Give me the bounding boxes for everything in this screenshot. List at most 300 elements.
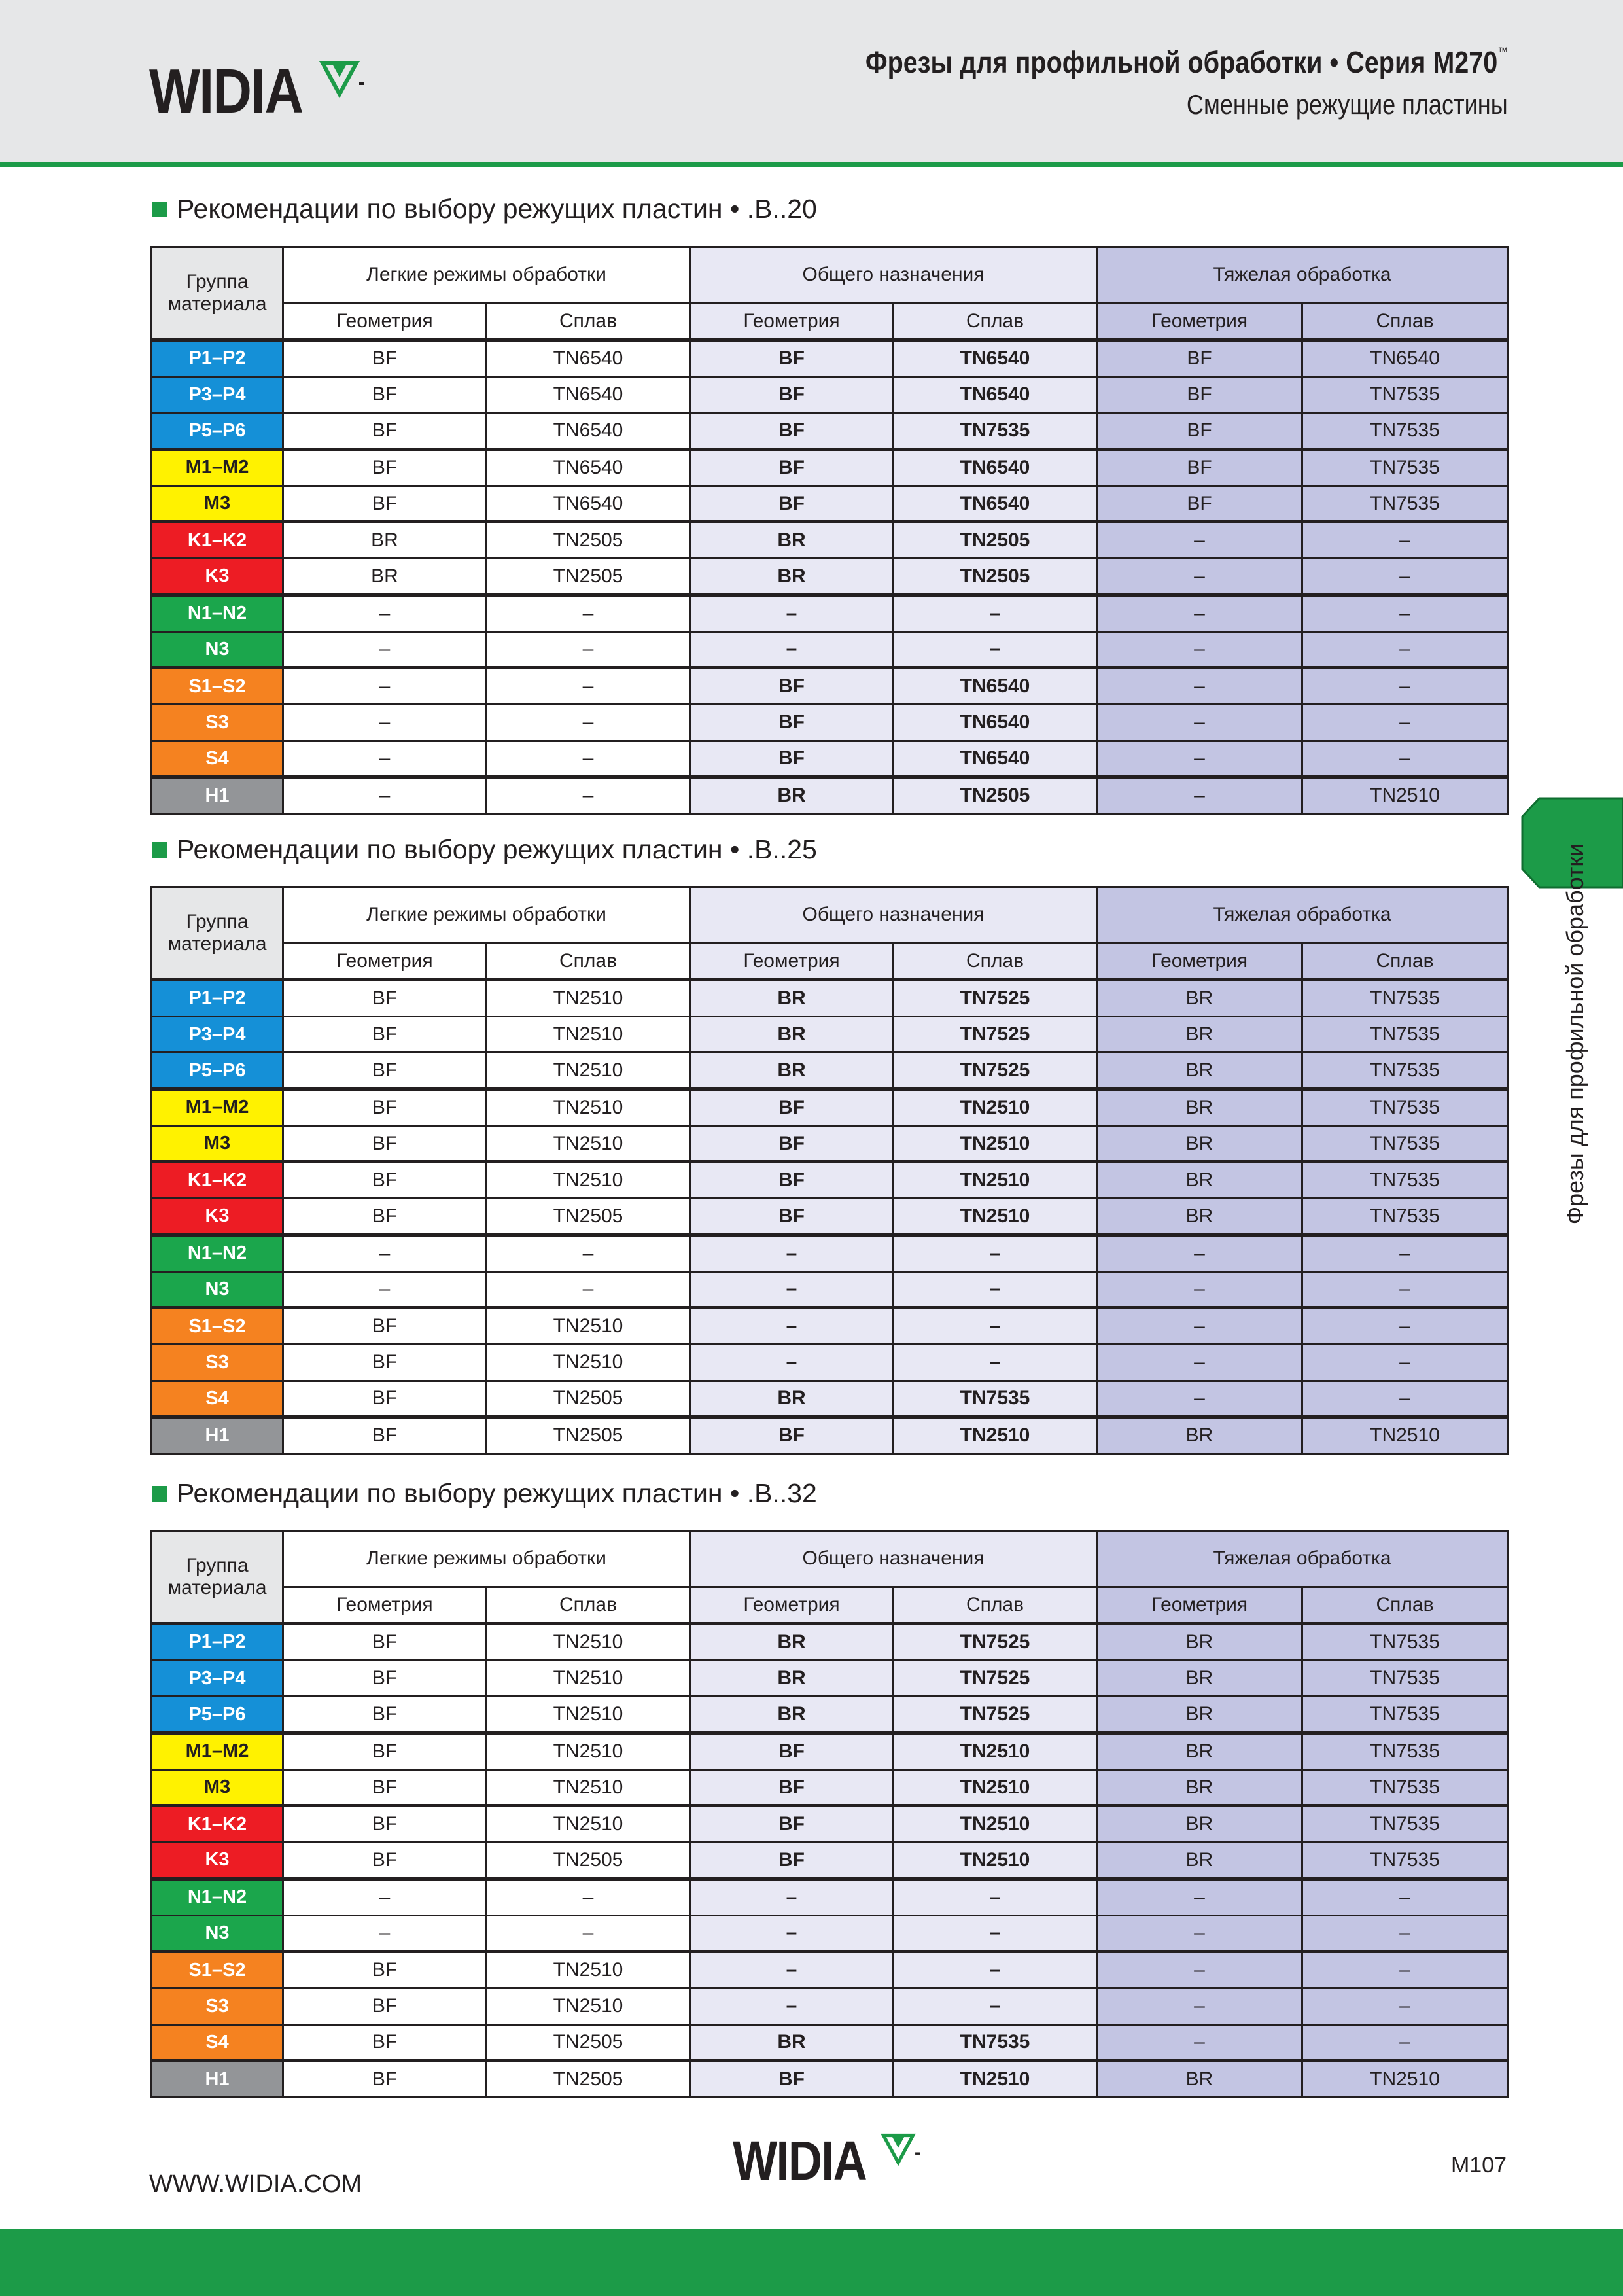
side-tab-label: Фрезы для профильной обработки [1562, 843, 1588, 1225]
grade-subheader: Сплав [894, 944, 1097, 980]
grade-subheader: Сплав [487, 1587, 690, 1624]
grade-cell: TN7525 [894, 1624, 1097, 1661]
geometry-cell: BF [283, 1381, 487, 1417]
geometry-cell: BR [690, 777, 894, 814]
grade-cell: TN2510 [894, 1162, 1097, 1199]
geometry-cell: – [1097, 631, 1302, 668]
table-row [152, 1125, 1508, 1162]
geometry-cell: – [283, 595, 487, 631]
grade-cell: TN6540 [487, 376, 690, 413]
table-row [152, 1271, 1508, 1308]
grade-cell: TN7535 [1302, 450, 1508, 486]
table-row [152, 668, 1508, 705]
grade-cell: TN7535 [1302, 413, 1508, 450]
table-row [152, 486, 1508, 522]
grade-cell: TN7535 [1302, 1733, 1508, 1770]
table-row [152, 631, 1508, 668]
geometry-subheader: Геометрия [1097, 1587, 1302, 1624]
material-group-cell: P1–P2 [152, 1624, 283, 1661]
section-heading [152, 194, 817, 224]
geometry-cell: BF [690, 1199, 894, 1235]
geometry-cell: BF [283, 1199, 487, 1235]
geometry-cell: – [283, 1879, 487, 1915]
heavy-machining-header: Тяжелая обработка [1097, 1531, 1508, 1587]
table-row [152, 1952, 1508, 1988]
table-row [152, 1988, 1508, 2024]
material-group-cell: S3 [152, 1988, 283, 2024]
grade-cell: – [1302, 1271, 1508, 1308]
table-row [152, 1733, 1508, 1770]
geometry-cell: – [1097, 777, 1302, 814]
geometry-cell: BF [283, 1697, 487, 1733]
grade-cell: – [487, 704, 690, 741]
geometry-cell: BF [283, 2061, 487, 2098]
grade-cell: – [1302, 1879, 1508, 1915]
grade-cell: – [487, 631, 690, 668]
grade-cell: – [487, 1915, 690, 1952]
geometry-cell: BF [283, 340, 487, 377]
group-column-header: Группа материала [152, 1531, 283, 1624]
green-square-bullet-icon [152, 1486, 167, 1502]
geometry-subheader: Геометрия [690, 1587, 894, 1624]
light-machining-header: Легкие режимы обработки [283, 1531, 690, 1587]
material-group-cell: S1–S2 [152, 1308, 283, 1345]
geometry-subheader: Геометрия [690, 944, 894, 980]
geometry-cell: BF [283, 1806, 487, 1843]
geometry-cell: – [1097, 1879, 1302, 1915]
grade-cell: – [1302, 2024, 1508, 2061]
table-row [152, 777, 1508, 814]
table-row [152, 1417, 1508, 1454]
material-group-cell: M3 [152, 1769, 283, 1806]
general-purpose-header: Общего назначения [690, 247, 1097, 304]
grade-cell: TN7535 [1302, 1199, 1508, 1235]
geometry-cell: – [1097, 668, 1302, 705]
widia-logo [149, 56, 371, 126]
material-group-cell: H1 [152, 2061, 283, 2098]
grade-cell: – [487, 1879, 690, 1915]
geometry-cell: BF [690, 741, 894, 777]
geometry-cell: BF [283, 1125, 487, 1162]
geometry-cell: BR [690, 2024, 894, 2061]
geometry-cell: BF [690, 413, 894, 450]
table-row [152, 413, 1508, 450]
grade-cell: TN2510 [487, 1769, 690, 1806]
grade-cell: – [1302, 1381, 1508, 1417]
grade-cell: TN2510 [487, 1162, 690, 1199]
geometry-cell: BR [1097, 2061, 1302, 2098]
grade-cell: TN2505 [894, 559, 1097, 595]
section-title: Рекомендации по выбору режущих пластин • .B..32 [177, 1478, 817, 1508]
geometry-cell: BR [1097, 1162, 1302, 1199]
grade-cell: TN2505 [487, 2061, 690, 2098]
grade-cell: TN2510 [1302, 1417, 1508, 1454]
material-group-cell: M1–M2 [152, 1733, 283, 1770]
grade-cell: – [487, 668, 690, 705]
grade-cell: TN7535 [1302, 1053, 1508, 1089]
geometry-cell: – [1097, 1915, 1302, 1952]
geometry-cell: BF [283, 1988, 487, 2024]
geometry-cell: – [1097, 559, 1302, 595]
grade-cell: TN2510 [487, 1016, 690, 1053]
grade-cell: TN2505 [894, 522, 1097, 559]
table-row [152, 522, 1508, 559]
grade-cell: TN2510 [894, 1199, 1097, 1235]
grade-cell: TN7535 [1302, 1624, 1508, 1661]
grade-cell: TN7535 [1302, 1089, 1508, 1126]
material-group-cell: P3–P4 [152, 1016, 283, 1053]
material-group-cell: P5–P6 [152, 413, 283, 450]
material-group-cell: S4 [152, 741, 283, 777]
section-title: Рекомендации по выбору режущих пластин • .B..25 [177, 834, 817, 864]
group-column-header: Группа материала [152, 887, 283, 980]
widia-triangle-icon [880, 2133, 926, 2167]
insert-recommendation-table [150, 246, 1509, 815]
grade-cell: TN2510 [1302, 777, 1508, 814]
material-group-cell: S4 [152, 1381, 283, 1417]
grade-cell: TN2510 [487, 1344, 690, 1381]
geometry-cell: – [1097, 1381, 1302, 1417]
table-row [152, 741, 1508, 777]
geometry-cell: – [690, 1988, 894, 2024]
geometry-subheader: Геометрия [283, 1587, 487, 1624]
geometry-cell: – [690, 1915, 894, 1952]
table-row [152, 2061, 1508, 2098]
grade-cell: – [1302, 1235, 1508, 1271]
geometry-cell: BR [1097, 1624, 1302, 1661]
material-group-cell: N3 [152, 631, 283, 668]
grade-cell: TN6540 [894, 668, 1097, 705]
material-group-cell: K1–K2 [152, 1162, 283, 1199]
grade-cell: TN2510 [487, 1308, 690, 1345]
material-group-cell: K3 [152, 1843, 283, 1879]
geometry-cell: BR [1097, 1125, 1302, 1162]
page-subtitle: Сменные режущие пластины [1187, 89, 1508, 120]
table-row [152, 1806, 1508, 1843]
material-group-cell: M3 [152, 1125, 283, 1162]
table-row [152, 1843, 1508, 1879]
geometry-cell: – [1097, 2024, 1302, 2061]
table-row [152, 376, 1508, 413]
grade-cell: – [894, 1271, 1097, 1308]
grade-cell: – [894, 1308, 1097, 1345]
grade-cell: – [487, 777, 690, 814]
grade-cell: TN2510 [487, 1806, 690, 1843]
grade-cell: TN7535 [894, 413, 1097, 450]
grade-cell: TN2510 [894, 1089, 1097, 1126]
geometry-cell: BF [1097, 450, 1302, 486]
grade-cell: – [487, 741, 690, 777]
geometry-cell: – [690, 595, 894, 631]
geometry-cell: BR [690, 1624, 894, 1661]
geometry-cell: BF [283, 1308, 487, 1345]
grade-cell: – [1302, 668, 1508, 705]
grade-cell: – [487, 1235, 690, 1271]
grade-cell: TN2505 [487, 522, 690, 559]
grade-cell: – [894, 595, 1097, 631]
geometry-cell: BF [690, 1733, 894, 1770]
grade-cell: TN7535 [894, 2024, 1097, 2061]
geometry-cell: – [1097, 1308, 1302, 1345]
grade-cell: TN6540 [894, 486, 1097, 522]
material-group-cell: N1–N2 [152, 595, 283, 631]
material-group-cell: H1 [152, 777, 283, 814]
section-heading [152, 1478, 817, 1509]
geometry-cell: BF [283, 1624, 487, 1661]
geometry-subheader: Геометрия [1097, 944, 1302, 980]
header-divider [0, 162, 1623, 167]
geometry-cell: BF [690, 668, 894, 705]
geometry-cell: – [1097, 1271, 1302, 1308]
geometry-cell: BF [283, 1660, 487, 1697]
grade-cell: – [1302, 1988, 1508, 2024]
geometry-cell: – [283, 704, 487, 741]
heavy-machining-header: Тяжелая обработка [1097, 247, 1508, 304]
geometry-cell: BR [1097, 1660, 1302, 1697]
material-group-cell: N1–N2 [152, 1879, 283, 1915]
grade-cell: TN7535 [1302, 1660, 1508, 1697]
grade-cell: TN2510 [487, 1988, 690, 2024]
grade-cell: TN6540 [487, 413, 690, 450]
green-square-bullet-icon [152, 202, 167, 217]
grade-cell: TN7535 [1302, 1806, 1508, 1843]
table-row [152, 559, 1508, 595]
grade-cell: TN2510 [487, 1733, 690, 1770]
geometry-cell: BF [1097, 376, 1302, 413]
geometry-cell: BR [690, 1660, 894, 1697]
geometry-cell: – [690, 1271, 894, 1308]
grade-cell: TN7535 [1302, 1697, 1508, 1733]
geometry-cell: – [1097, 1344, 1302, 1381]
geometry-cell: BF [283, 2024, 487, 2061]
geometry-cell: BF [690, 340, 894, 377]
material-group-cell: P3–P4 [152, 1660, 283, 1697]
geometry-cell: BR [1097, 1697, 1302, 1733]
grade-cell: TN2510 [487, 1089, 690, 1126]
geometry-cell: – [690, 1344, 894, 1381]
geometry-cell: BF [690, 376, 894, 413]
table-row [152, 1308, 1508, 1345]
grade-subheader: Сплав [1302, 1587, 1508, 1624]
geometry-cell: – [690, 1879, 894, 1915]
geometry-cell: BF [690, 1843, 894, 1879]
footer-logo-wordmark: WIDIA [733, 2130, 867, 2191]
logo-wordmark: WIDIA [149, 56, 303, 126]
grade-cell: – [1302, 1952, 1508, 1988]
grade-cell: – [487, 595, 690, 631]
grade-cell: TN6540 [894, 450, 1097, 486]
grade-cell: TN2510 [894, 1125, 1097, 1162]
geometry-cell: – [690, 1952, 894, 1988]
material-group-cell: P3–P4 [152, 376, 283, 413]
grade-cell: TN7525 [894, 1697, 1097, 1733]
grade-cell: TN7535 [1302, 486, 1508, 522]
geometry-cell: BF [690, 1806, 894, 1843]
footer-website[interactable]: WWW.WIDIA.COM [149, 2170, 362, 2198]
grade-cell: – [894, 1344, 1097, 1381]
grade-subheader: Сплав [894, 304, 1097, 340]
table-row [152, 1016, 1508, 1053]
widia-triangle-icon [319, 60, 371, 99]
grade-cell: – [894, 1235, 1097, 1271]
geometry-cell: BF [283, 1016, 487, 1053]
grade-cell: TN7535 [1302, 1125, 1508, 1162]
grade-cell: TN6540 [487, 340, 690, 377]
table-row [152, 2024, 1508, 2061]
geometry-cell: BR [690, 1016, 894, 1053]
section-title: Рекомендации по выбору режущих пластин • .B..20 [177, 194, 817, 224]
geometry-cell: – [283, 1235, 487, 1271]
geometry-cell: BR [690, 522, 894, 559]
geometry-cell: – [283, 777, 487, 814]
material-group-cell: K3 [152, 559, 283, 595]
geometry-cell: BF [1097, 486, 1302, 522]
table-row [152, 595, 1508, 631]
geometry-cell: – [690, 631, 894, 668]
grade-cell: TN2505 [487, 1199, 690, 1235]
grade-cell: – [1302, 559, 1508, 595]
grade-cell: TN6540 [487, 486, 690, 522]
geometry-cell: BF [690, 2061, 894, 2098]
grade-cell: TN2505 [487, 1381, 690, 1417]
geometry-cell: – [283, 1915, 487, 1952]
grade-cell: TN2505 [487, 1417, 690, 1454]
geometry-cell: – [283, 631, 487, 668]
grade-cell: TN2510 [1302, 2061, 1508, 2098]
general-purpose-header: Общего назначения [690, 887, 1097, 944]
grade-cell: TN2510 [487, 980, 690, 1017]
grade-cell: TN7535 [1302, 1843, 1508, 1879]
light-machining-header: Легкие режимы обработки [283, 247, 690, 304]
material-group-cell: M1–M2 [152, 450, 283, 486]
grade-subheader: Сплав [894, 1587, 1097, 1624]
table-row [152, 1697, 1508, 1733]
material-group-cell: S3 [152, 1344, 283, 1381]
grade-cell: TN7525 [894, 1053, 1097, 1089]
geometry-cell: – [690, 1235, 894, 1271]
material-group-cell: N3 [152, 1915, 283, 1952]
footer-widia-logo [733, 2130, 926, 2191]
geometry-cell: BF [1097, 413, 1302, 450]
geometry-cell: – [283, 1271, 487, 1308]
geometry-cell: BR [1097, 1733, 1302, 1770]
geometry-cell: BF [283, 1843, 487, 1879]
grade-cell: TN2510 [487, 1624, 690, 1661]
geometry-cell: BF [690, 1089, 894, 1126]
grade-cell: TN2510 [487, 1697, 690, 1733]
grade-subheader: Сплав [487, 944, 690, 980]
geometry-cell: – [1097, 704, 1302, 741]
table-row [152, 1162, 1508, 1199]
geometry-cell: BR [1097, 1806, 1302, 1843]
table-row [152, 1344, 1508, 1381]
table-row [152, 1660, 1508, 1697]
grade-cell: – [894, 1988, 1097, 2024]
material-group-cell: H1 [152, 1417, 283, 1454]
material-group-cell: S1–S2 [152, 668, 283, 705]
light-machining-header: Легкие режимы обработки [283, 887, 690, 944]
geometry-cell: BF [283, 1417, 487, 1454]
grade-cell: – [1302, 1308, 1508, 1345]
material-group-cell: K1–K2 [152, 522, 283, 559]
geometry-cell: BF [283, 376, 487, 413]
geometry-cell: BR [1097, 980, 1302, 1017]
grade-cell: TN7535 [1302, 1016, 1508, 1053]
grade-cell: TN6540 [894, 376, 1097, 413]
table-row [152, 704, 1508, 741]
geometry-subheader: Геометрия [1097, 304, 1302, 340]
page-title-text: Фрезы для профильной обработки • Серия M270 [865, 45, 1498, 79]
geometry-cell: – [1097, 1988, 1302, 2024]
material-group-cell: P5–P6 [152, 1697, 283, 1733]
geometry-cell: BF [283, 1769, 487, 1806]
table-row [152, 340, 1508, 377]
material-group-cell: K3 [152, 1199, 283, 1235]
grade-cell: – [1302, 704, 1508, 741]
geometry-cell: BR [1097, 1053, 1302, 1089]
grade-cell: TN6540 [894, 340, 1097, 377]
geometry-cell: BR [690, 1381, 894, 1417]
geometry-cell: BF [690, 1125, 894, 1162]
geometry-cell: – [283, 741, 487, 777]
page-number: M107 [1450, 2153, 1507, 2178]
group-column-header: Группа материала [152, 247, 283, 340]
grade-subheader: Сплав [1302, 304, 1508, 340]
heavy-machining-header: Тяжелая обработка [1097, 887, 1508, 944]
grade-cell: TN2505 [487, 559, 690, 595]
geometry-cell: BF [690, 704, 894, 741]
grade-cell: TN7535 [1302, 1162, 1508, 1199]
trademark-mark: ™ [1497, 45, 1508, 58]
geometry-cell: BR [1097, 1417, 1302, 1454]
material-group-cell: P5–P6 [152, 1053, 283, 1089]
geometry-cell: BF [283, 980, 487, 1017]
grade-cell: – [1302, 1915, 1508, 1952]
grade-cell: – [1302, 522, 1508, 559]
material-group-cell: P1–P2 [152, 340, 283, 377]
geometry-cell: BF [690, 486, 894, 522]
grade-cell: TN2510 [894, 1843, 1097, 1879]
grade-subheader: Сплав [487, 304, 690, 340]
geometry-cell: BR [1097, 1016, 1302, 1053]
grade-cell: TN7525 [894, 1016, 1097, 1053]
grade-cell: – [894, 1952, 1097, 1988]
geometry-cell: BR [283, 559, 487, 595]
grade-cell: TN2510 [894, 1769, 1097, 1806]
geometry-cell: BF [283, 413, 487, 450]
grade-cell: – [1302, 1344, 1508, 1381]
geometry-cell: BF [283, 1733, 487, 1770]
table-row [152, 1089, 1508, 1126]
geometry-cell: BF [283, 450, 487, 486]
grade-cell: TN7535 [1302, 1769, 1508, 1806]
geometry-cell: BR [1097, 1199, 1302, 1235]
material-group-cell: S4 [152, 2024, 283, 2061]
grade-cell: TN2505 [487, 1843, 690, 1879]
geometry-cell: BF [283, 1162, 487, 1199]
grade-cell: TN6540 [894, 741, 1097, 777]
geometry-cell: BR [1097, 1843, 1302, 1879]
grade-cell: TN2510 [487, 1125, 690, 1162]
geometry-cell: BF [283, 1053, 487, 1089]
grade-cell: – [1302, 595, 1508, 631]
material-group-cell: M1–M2 [152, 1089, 283, 1126]
geometry-cell: – [283, 668, 487, 705]
grade-cell: – [1302, 741, 1508, 777]
material-group-cell: K1–K2 [152, 1806, 283, 1843]
geometry-cell: BR [283, 522, 487, 559]
table-row [152, 1235, 1508, 1271]
